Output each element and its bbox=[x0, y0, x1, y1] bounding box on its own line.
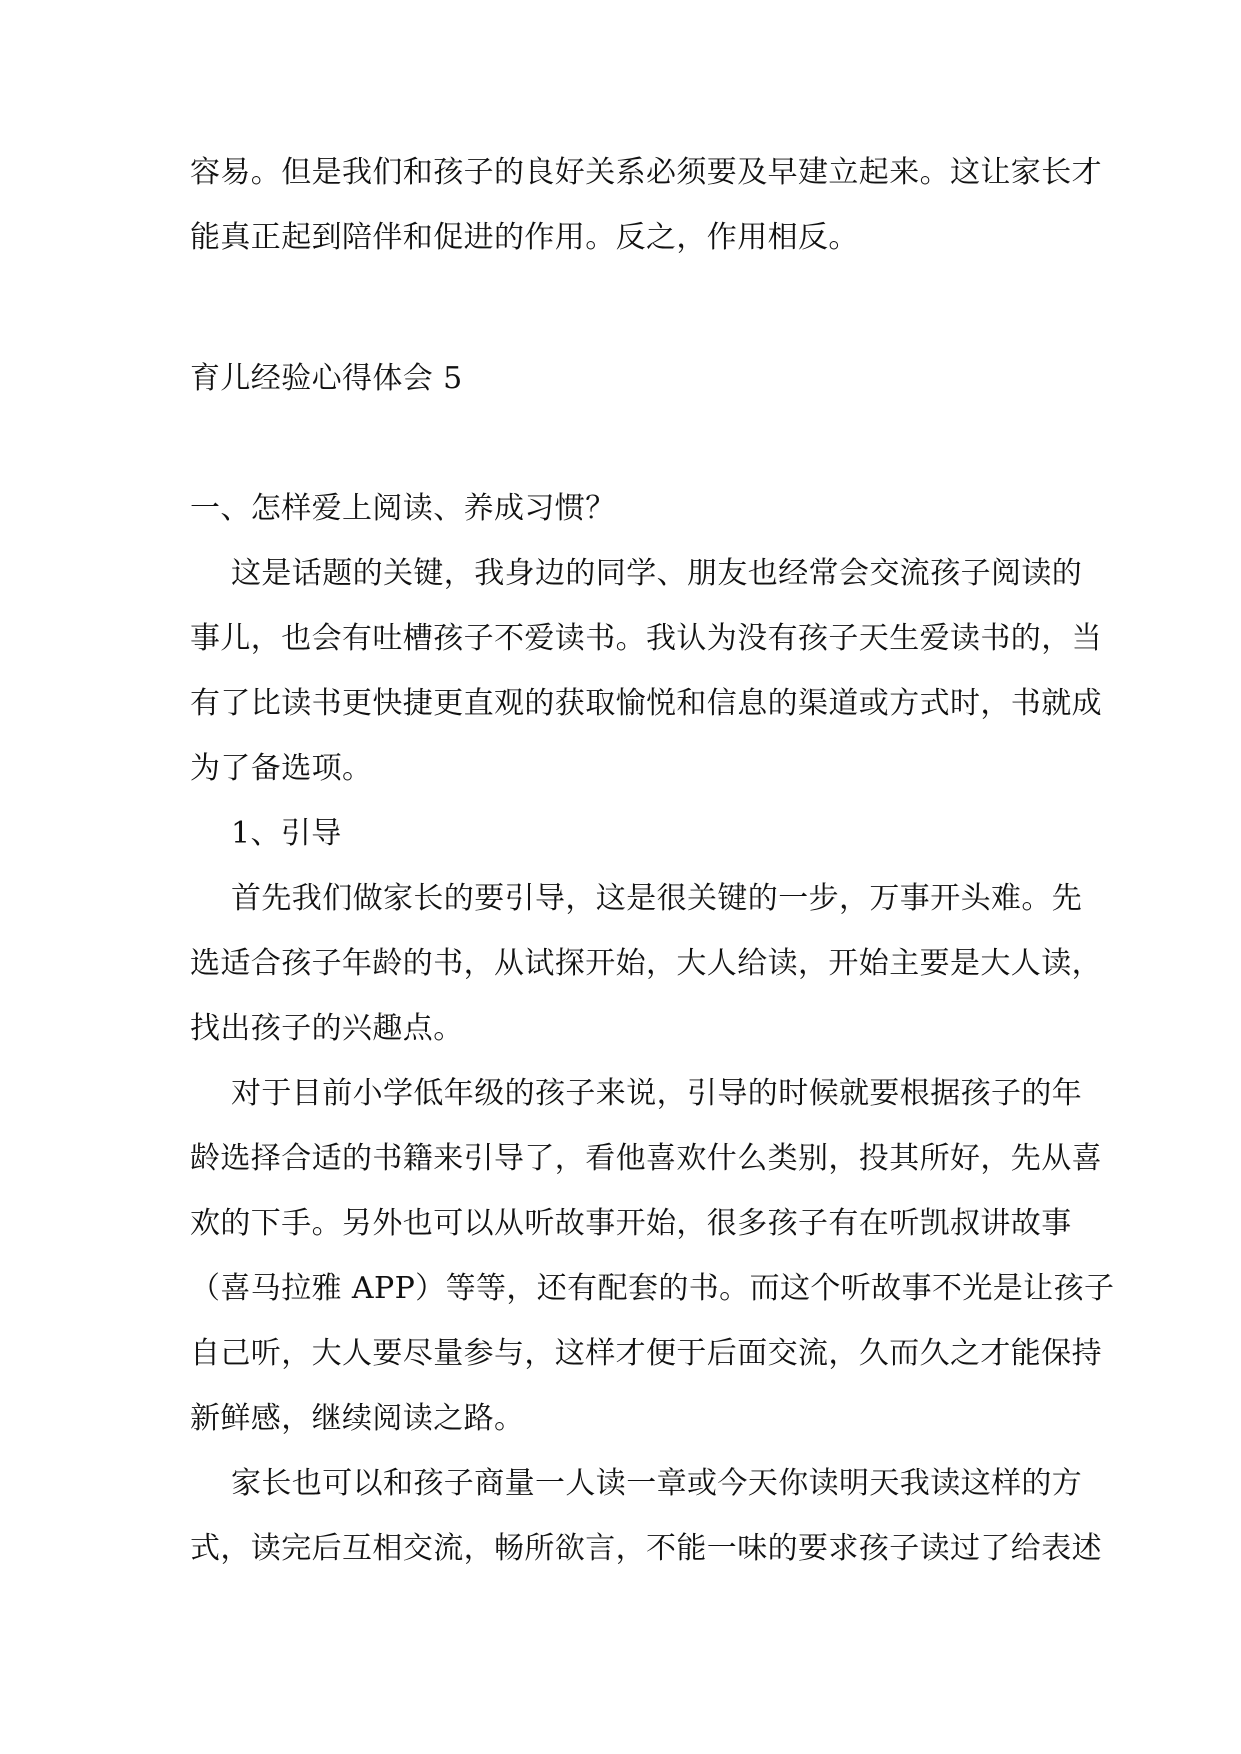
text-line: 龄选择合适的书籍来引导了，看他喜欢什么类别，投其所好，先从喜 bbox=[190, 1141, 1102, 1176]
text-line: 欢的下手。另外也可以从听故事开始，很多孩子有在听凯叔讲故事 bbox=[190, 1206, 1072, 1241]
text-line: 选适合孩子年龄的书，从试探开始，大人给读，开始主要是大人读， bbox=[190, 946, 1102, 981]
text-line: 首先我们做家长的要引导，这是很关键的一步，万事开头难。先 bbox=[231, 881, 1083, 916]
text-line: 能真正起到陪伴和促进的作用。反之，作用相反。 bbox=[190, 220, 859, 255]
text-line: 为了备选项。 bbox=[190, 751, 373, 786]
text-line: 容易。但是我们和孩子的良好关系必须要及早建立起来。这让家长才 bbox=[190, 155, 1102, 190]
text-line: 对于目前小学低年级的孩子来说，引导的时候就要根据孩子的年 bbox=[231, 1076, 1083, 1111]
text-line: 家长也可以和孩子商量一人读一章或今天你读明天我读这样的方 bbox=[231, 1466, 1083, 1501]
text-line: 自己听，大人要尽量参与，这样才便于后面交流，久而久之才能保持 bbox=[190, 1336, 1102, 1371]
text-line: 找出孩子的兴趣点。 bbox=[190, 1011, 464, 1046]
subheading: 1、引导 bbox=[231, 816, 342, 851]
text-line: 式，读完后互相交流，畅所欲言，不能一味的要求孩子读过了给表述 bbox=[190, 1531, 1102, 1566]
section-title: 育儿经验心得体会 5 bbox=[190, 361, 463, 396]
text-line: 事儿，也会有吐槽孩子不爱读书。我认为没有孩子天生爱读书的，当 bbox=[190, 621, 1102, 656]
text-line: 新鲜感，继续阅读之路。 bbox=[190, 1401, 525, 1436]
text-line: （喜马拉雅 APP）等等，还有配套的书。而这个听故事不光是让孩子 bbox=[190, 1271, 1115, 1306]
text-line: 有了比读书更快捷更直观的获取愉悦和信息的渠道或方式时，书就成 bbox=[190, 686, 1102, 721]
subheading: 一、怎样爱上阅读、养成习惯？ bbox=[190, 491, 616, 526]
text-line: 这是话题的关键，我身边的同学、朋友也经常会交流孩子阅读的 bbox=[231, 556, 1083, 591]
